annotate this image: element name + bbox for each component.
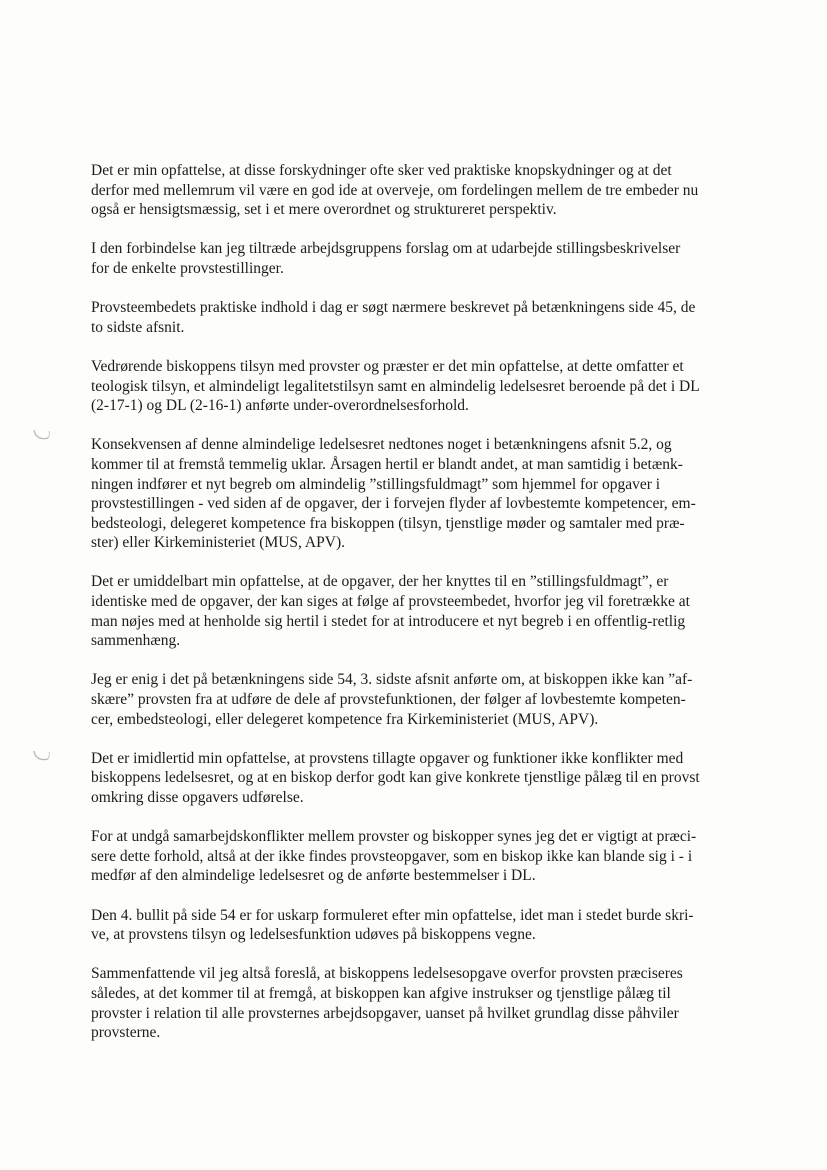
text-line: skære” provsten fra at udføre de dele af provstefunktionen, der følger af lovbestemte kompeten- xyxy=(91,691,686,709)
text-line: biskoppens ledelsesret, og at en biskop derfor godt kan give konkrete tjenstlige pålæg til en provst xyxy=(91,769,700,787)
text-line: Det er umiddelbart min opfattelse, at de opgaver, der her knyttes til en ”stillingsfuldmagt”, er xyxy=(91,573,669,591)
paragraph xyxy=(91,827,751,886)
text-line: For at undgå samarbejdskonflikter mellem provster og biskopper synes jeg det er vigtigt at præci- xyxy=(91,828,697,846)
punch-hole-mark-upper xyxy=(31,428,53,442)
text-line: Vedrørende biskoppens tilsyn med provster og præster er det min opfattelse, at dette omfatter et xyxy=(91,357,684,375)
paragraph xyxy=(91,161,751,220)
text-line: Jeg er enig i det på betænkningens side 54, 3. sidste afsnit anførte om, at biskoppen ikke kan ”af- xyxy=(91,671,693,689)
text-line: Konsekvensen af denne almindelige ledelsesret nedtones noget i betænkningens afsnit 5.2, og xyxy=(91,436,672,454)
paragraph xyxy=(91,906,751,945)
text-line: ster) eller Kirkeministeriet (MUS, APV). xyxy=(91,534,345,552)
text-line: Det er min opfattelse, at disse forskydninger ofte sker ved praktiske knopskydninger og at det xyxy=(91,162,672,179)
paragraph xyxy=(91,964,751,1042)
paragraph xyxy=(91,435,751,553)
paragraph xyxy=(91,239,751,278)
text-line: provstestillingen - ved siden af de opgaver, der i forvejen flyder af lovbestemte kompetencer, em- xyxy=(91,495,696,513)
text-line: derfor med mellemrum vil være en god ide at overveje, om fordelingen mellem de tre embeder nu xyxy=(91,181,699,199)
paragraph xyxy=(91,298,751,337)
text-line: bedsteologi, delegeret kompetence fra biskoppen (tilsyn, tjenstlige møder og samtaler med præ- xyxy=(91,514,685,532)
text-line: ningen indfører et nyt begreb om almindelig ”stillingsfuldmagt” som hjemmel for opgaver i xyxy=(91,475,661,493)
text-line: Sammenfattende vil jeg altså foreslå, at biskoppens ledelsesopgave overfor provsten præciseres xyxy=(91,965,683,983)
text-line: sere dette forhold, altså at der ikke findes provsteopgaver, som en biskop ikke kan blande sig i - i xyxy=(91,847,693,865)
paragraph xyxy=(91,357,751,416)
text-line: I den forbindelse kan jeg tiltræde arbejdsgruppens forslag om at udarbejde stillingsbeskrivelser xyxy=(91,240,681,258)
text-line: kommer til at fremstå temmelig uklar. Årsagen hertil er blandt andet, at man samtidig i betænk- xyxy=(91,455,683,473)
text-line: medfør af den almindelige ledelsesret og de anførte bestemmelser i DL. xyxy=(91,867,536,885)
paragraph xyxy=(91,670,751,729)
text-line: således, at det kommer til at fremgå, at biskoppen kan afgive instrukser og tjenstlige pålæg til xyxy=(91,984,671,1002)
document-body xyxy=(91,161,751,1062)
text-line: teologisk tilsyn, et almindeligt legalitetstilsyn samt en almindelig ledelsesret beroende på det i DL xyxy=(91,377,700,395)
text-line: provsterne. xyxy=(91,1024,161,1042)
text-line: to sidste afsnit. xyxy=(91,318,185,336)
text-line: sammenhæng. xyxy=(91,632,181,650)
text-line: Den 4. bullit på side 54 er for uskarp formuleret efter min opfattelse, idet man i stedet burde skri- xyxy=(91,906,694,924)
text-line: Provsteembedets praktiske indhold i dag er søgt nærmere beskrevet på betænkningens side 45, de xyxy=(91,299,696,317)
text-line: også er hensigtsmæssig, set i et mere overordnet og struktureret perspektiv. xyxy=(91,201,557,219)
text-line: (2-17-1) og DL (2-16-1) anførte under-overordnelsesforhold. xyxy=(91,397,469,415)
punch-hole-mark-lower xyxy=(31,749,53,763)
text-line: ve, at provstens tilsyn og ledelsesfunktion udøves på biskoppens vegne. xyxy=(91,926,536,944)
text-line: man nøjes med at henholde sig hertil i stedet for at introducere et nyt begreb i en offentlig-retlig xyxy=(91,612,686,630)
text-line: Det er imidlertid min opfattelse, at provstens tillagte opgaver og funktioner ikke konflikter med xyxy=(91,749,684,767)
text-line: cer, embedsteologi, eller delegeret kompetence fra Kirkeministeriet (MUS, APV). xyxy=(91,710,599,728)
text-line: omkring disse opgavers udførelse. xyxy=(91,789,304,806)
text-line: provster i relation til alle provsternes arbejdsopgaver, uanset på hvilket grundlag disse påhviler xyxy=(91,1004,679,1022)
paragraph xyxy=(91,572,751,650)
text-line: identiske med de opgaver, der kan siges at følge af provsteembedet, hvorfor jeg vil foretrække at xyxy=(91,593,690,611)
paragraph xyxy=(91,749,751,808)
text-line: for de enkelte provstestillinger. xyxy=(91,259,284,277)
